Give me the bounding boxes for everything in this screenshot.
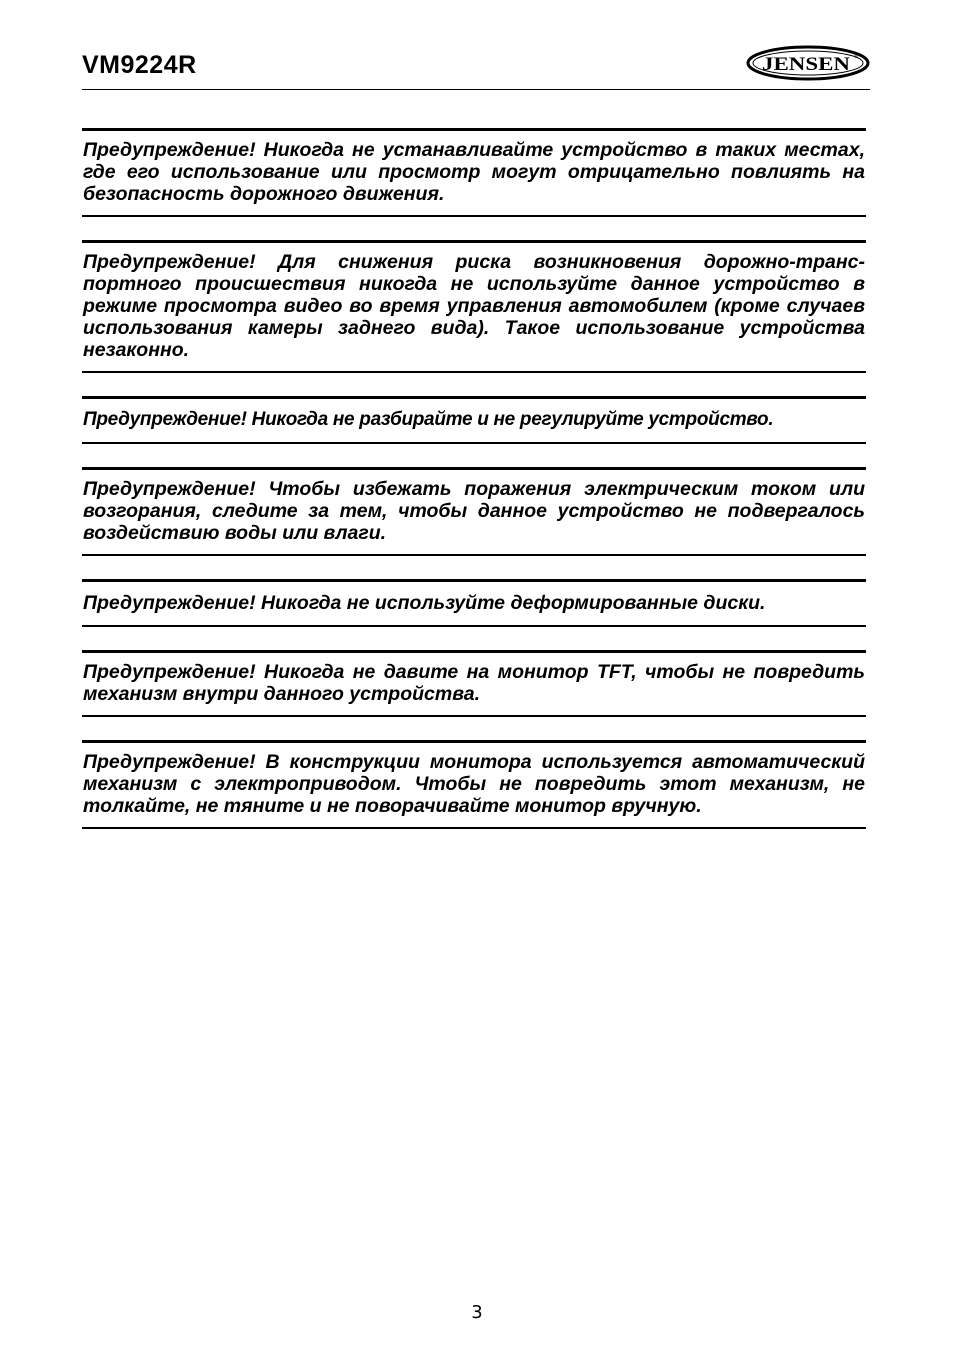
warnings-list bbox=[82, 128, 866, 852]
model-number: VM9224R bbox=[82, 51, 197, 79]
jensen-logo bbox=[746, 44, 870, 82]
warning-block-3: Предупреждение! Никогда не разбирайте и не регулируйте устройство. bbox=[82, 396, 866, 444]
warning-block-2: Предупреждение! Для снижения риска возникновения дорожно-транспортного происшествия никогда не используйте данное устройство в режиме просмотра видео во время управления автомобилем (кроме случаев использования камеры заднего вида). Такое использование устройства незаконно. bbox=[82, 240, 866, 373]
warning-block-7: Предупреждение! В конструкции монитора используется автоматический механизм с электроприводом. Чтобы не повредить этот механизм, не толкайте, не тяните и не поворачивайте монитор вручную. bbox=[82, 740, 866, 829]
registered-mark: ® bbox=[854, 54, 859, 60]
page-number: 3 bbox=[471, 1302, 483, 1323]
warning-block-6: Предупреждение! Никогда не давите на монитор TFT, чтобы не повредить механизм внутри данного устройства. bbox=[82, 650, 866, 717]
page-header bbox=[82, 40, 870, 90]
warning-block-5: Предупреждение! Никогда не используйте деформированные диски. bbox=[82, 579, 866, 627]
logo-text: JENSEN bbox=[762, 54, 851, 75]
warning-block-4: Предупреждение! Чтобы избежать поражения электрическим током или возгорания, следите за тем, чтобы данное устройство не подвергалось воздействию воды или влаги. bbox=[82, 467, 866, 556]
warning-block-1: Предупреждение! Никогда не устанавливайте устройство в таких местах, где его использование или просмотр могут отрицательно повлиять на безопасность дорожного движения. bbox=[82, 128, 866, 217]
